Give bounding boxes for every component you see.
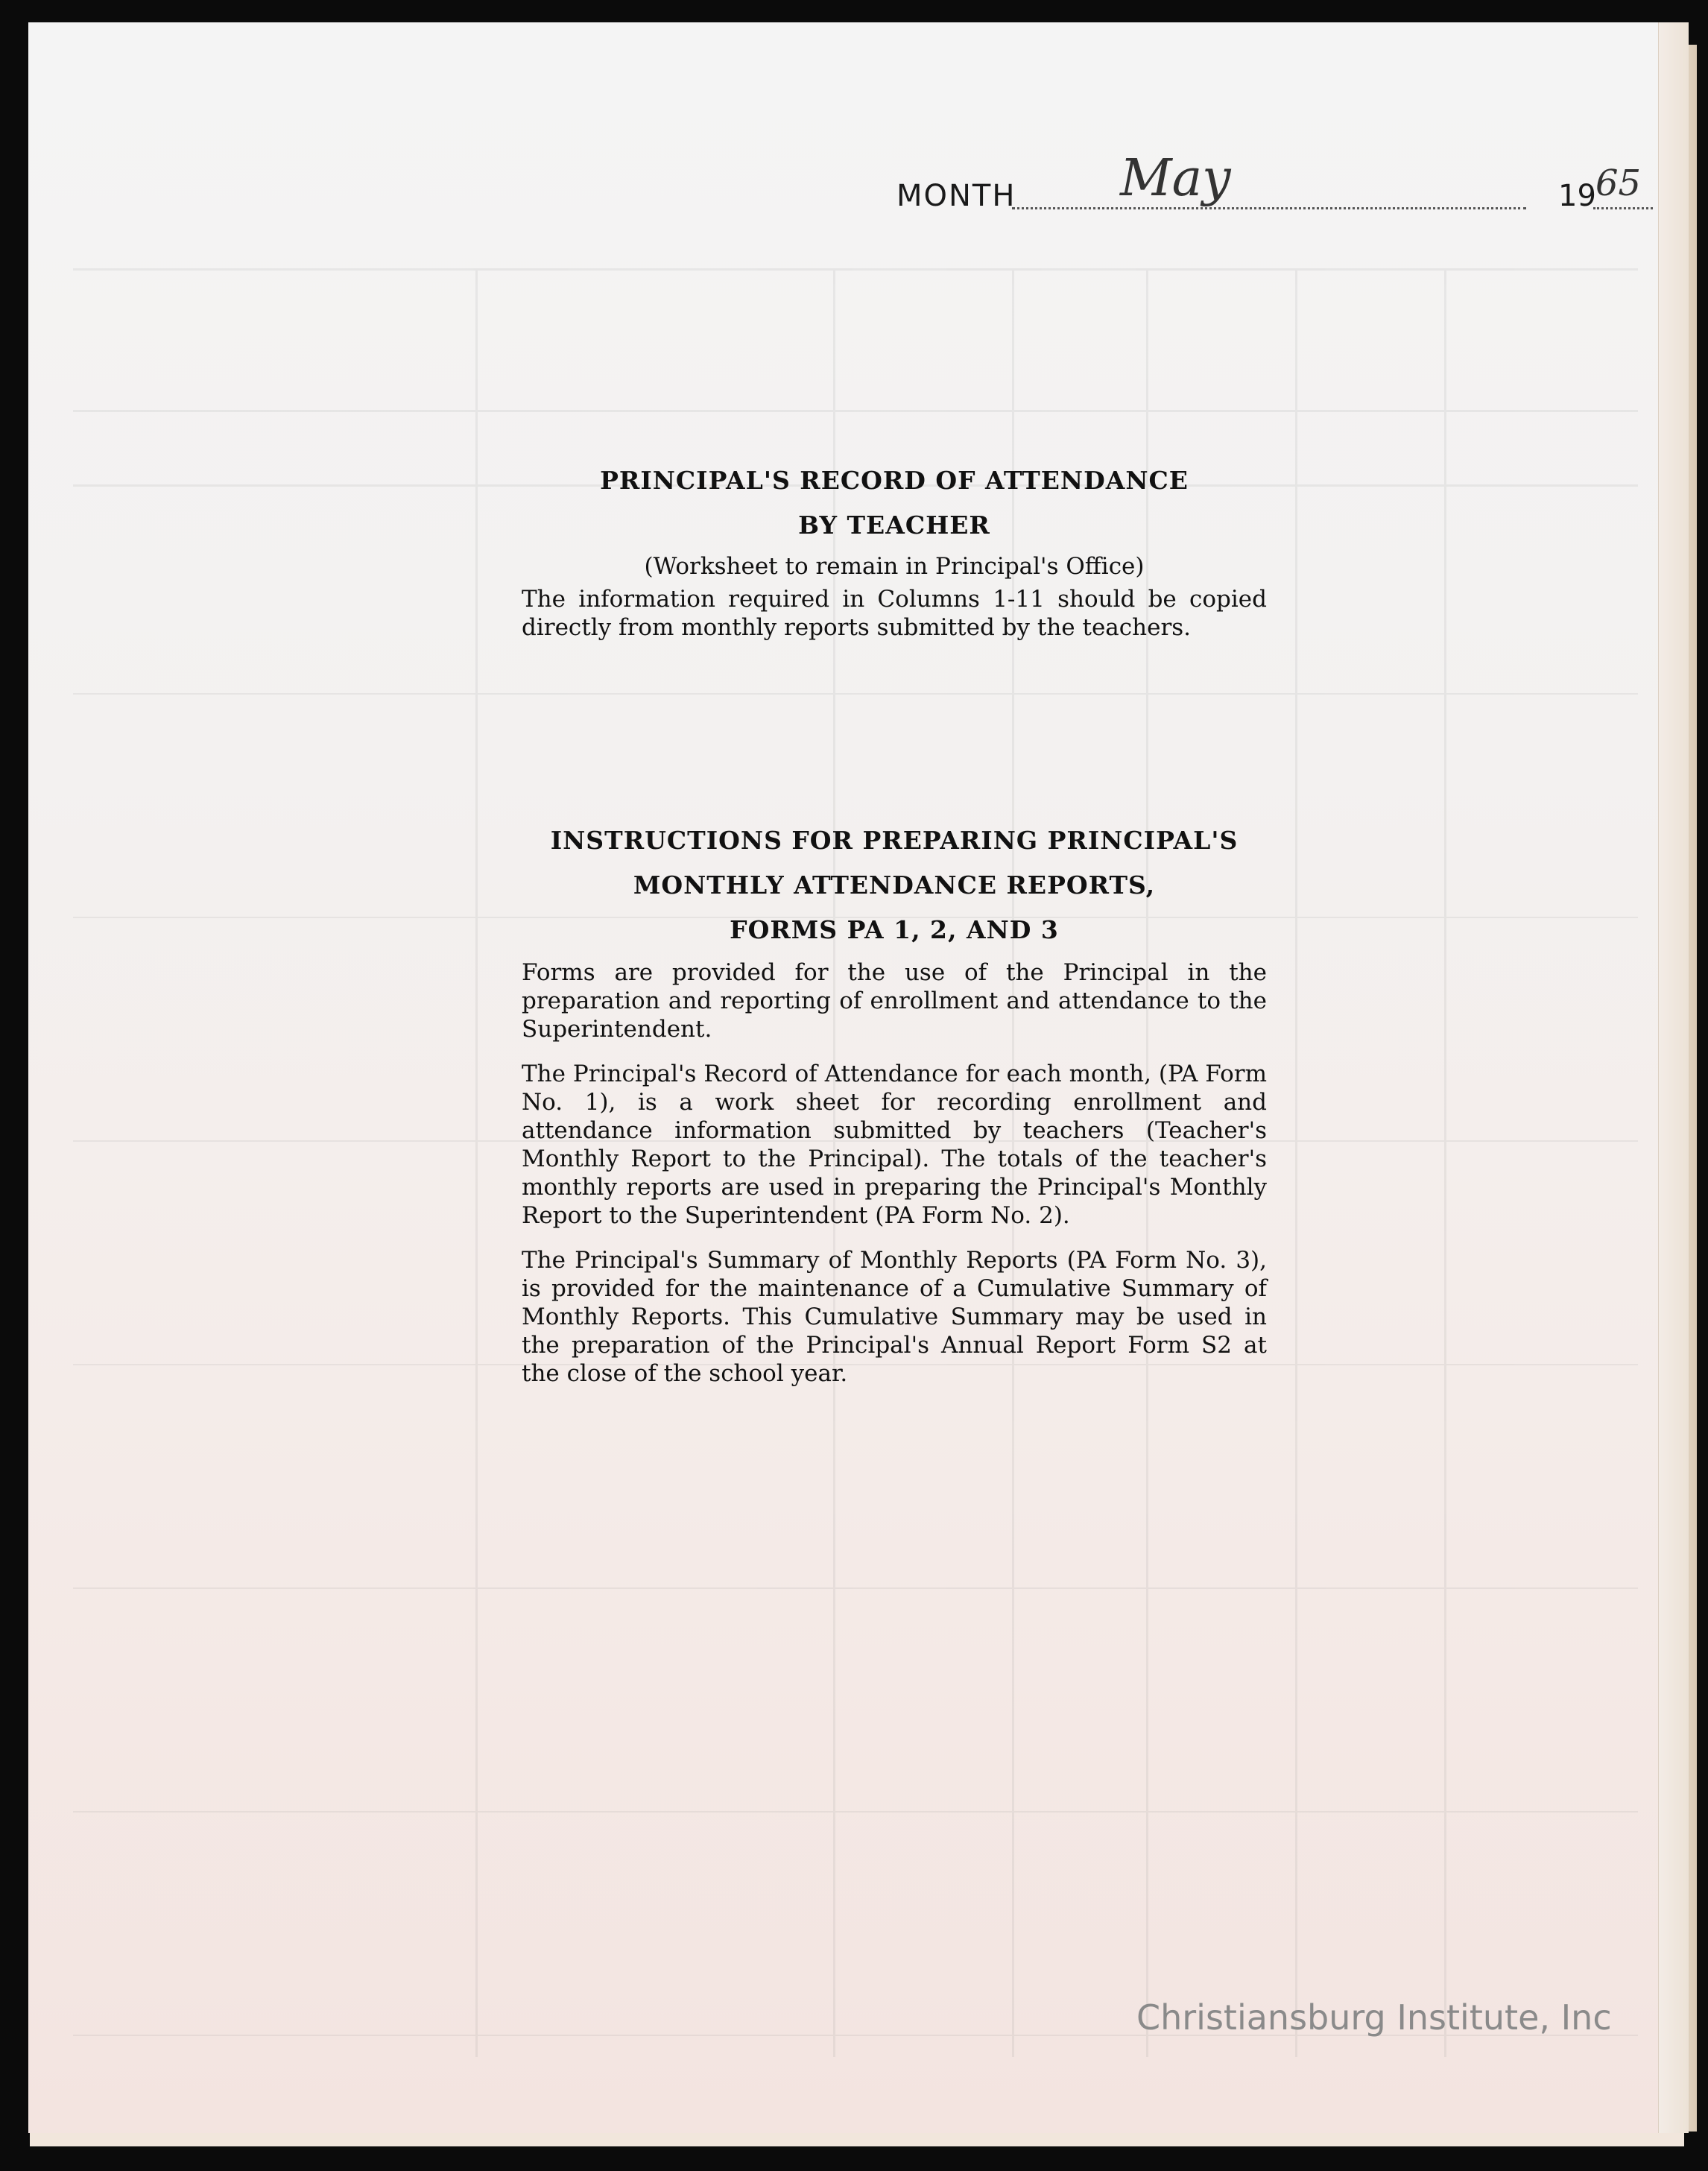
record-title-line2: BY TEACHER	[798, 511, 990, 540]
watermark-credit: Christiansburg Institute, Inc	[1136, 1997, 1612, 2038]
page-right-edge	[1658, 22, 1689, 2133]
record-title-line1: PRINCIPAL'S RECORD OF ATTENDANCE	[600, 466, 1189, 495]
year-dotted-line	[1593, 207, 1653, 209]
instructions-title-line2: MONTHLY ATTENDANCE REPORTS,	[633, 870, 1156, 900]
month-label: MONTH	[896, 179, 1016, 213]
instructions-section	[522, 818, 1267, 1388]
record-subtitle: (Worksheet to remain in Principal's Office)	[644, 553, 1145, 580]
record-body: The information required in Columns 1-11 should be copied directly from monthly reports submitted by the teachers.	[522, 586, 1267, 641]
instructions-paragraph-1: Forms are provided for the use of the Principal in the preparation and reporting of enrollment and attendance to the Superintendent.	[522, 959, 1267, 1043]
month-year-field	[896, 149, 1657, 216]
instructions-title-line1: INSTRUCTIONS FOR PREPARING PRINCIPAL'S	[550, 826, 1239, 855]
instructions-paragraph-2: The Principal's Record of Attendance for each month, (PA Form No. 1), is a work sheet for recording enrollment and attendance information submitted by teachers (Teacher's Monthly Report to the Principal). The totals of the teacher's monthly reports are used in preparing the Principal's Monthly Report to the Superintendent (PA Form No. 2).	[522, 1061, 1267, 1229]
month-handwritten-value: May	[1120, 149, 1231, 208]
year-prefix: 19	[1558, 179, 1596, 213]
instructions-title-line3: FORMS PA 1, 2, AND 3	[730, 915, 1059, 944]
year-handwritten-suffix: 65	[1595, 162, 1642, 204]
month-dotted-line	[1012, 207, 1526, 209]
document-page	[28, 22, 1686, 2133]
record-section	[522, 458, 1267, 642]
instructions-paragraph-3: The Principal's Summary of Monthly Reports (PA Form No. 3), is provided for the maintenance of a Cumulative Summary of Monthly Reports. This Cumulative Summary may be used in the preparation of the Principal's Annual Report Form S2 at the close of the school year.	[522, 1247, 1267, 1387]
